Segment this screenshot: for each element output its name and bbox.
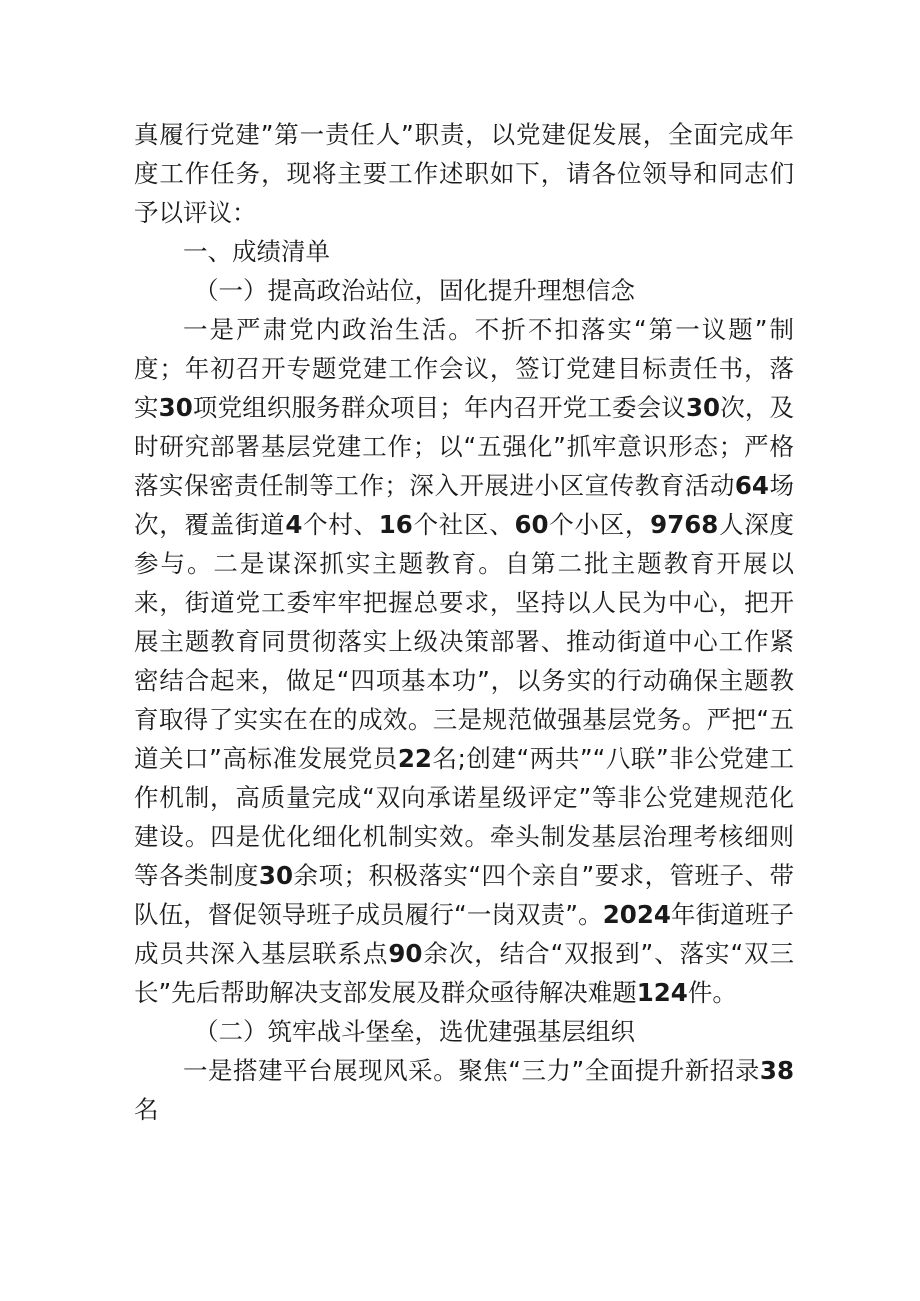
document-body	[134, 115, 794, 1129]
bold-number: 2024	[602, 900, 671, 929]
bold-number: 38	[759, 1056, 794, 1085]
subsection-heading-2: （二）筑牢战斗堡垒，选优建强基层组织	[194, 1017, 635, 1046]
body-paragraph-2: 一是搭建平台展现风采。聚焦“三力”全面提升新招录38名	[134, 1056, 794, 1124]
bold-number: 30	[158, 393, 193, 422]
body-paragraph-1: 一是严肃党内政治生活。不折不扣落实“第一议题”制度；年初召开专题党建工作会议，签订党建目标责任书，落实30项党组织服务群众项目；年内召开党工委会议30次，及时研究部署基层党建工作；以“五强化”抓牢意识形态；严格落实保密责任制等工作；深入开展进小区宣传教育活动64场次，覆盖街道4个村、16个社区、60个小区，9768人深度参与。二是谋深抓实主题教育。自第二批主题教育开展以来，街道党工委牢牢把握总要求，坚持以人民为中心，把开展主题教育同贯彻落实上级决策部署、推动街道中心工作紧密结合起来，做足“四项基本功”，以务实的行动确保主题教育取得了实实在在的成效。三是规范做强基层党务。严把“五道关口”高标准发展党员22名;创建“两共”“八联”非公党建工作机制，高质量完成“双向承诺星级评定”等非公党建规范化建设。四是优化细化机制实效。牵头制发基层治理考核细则等各类制度30余项；积极落实“四个亲自”要求，管班子、带队伍，督促领导班子成员履行“一岗双责”。2024年街道班子成员共深入基层联系点90余次，结合“双报到”、落实“双三长”先后帮助解决支部发展及群众亟待解决难题124件。	[134, 315, 795, 1007]
bold-number: 124	[636, 978, 688, 1007]
intro-paragraph: 真履行党建”第一责任人”职责，以党建促发展，全面完成年度工作任务，现将主要工作述职如下，请各位领导和同志们予以评议：	[134, 120, 794, 227]
section-heading: 一、成绩清单	[183, 237, 330, 266]
subsection-heading-1: （一）提高政治站位，固化提升理想信念	[194, 276, 635, 305]
bold-number: 30	[685, 393, 721, 422]
bold-number: 9768	[650, 510, 719, 539]
bold-number: 30	[258, 861, 294, 890]
bold-number: 64	[734, 471, 769, 500]
bold-number: 16	[378, 510, 413, 539]
bold-number: 60	[514, 510, 549, 539]
bold-number: 90	[388, 939, 423, 968]
bold-number: 22	[397, 744, 432, 773]
bold-number: 4	[285, 510, 303, 539]
